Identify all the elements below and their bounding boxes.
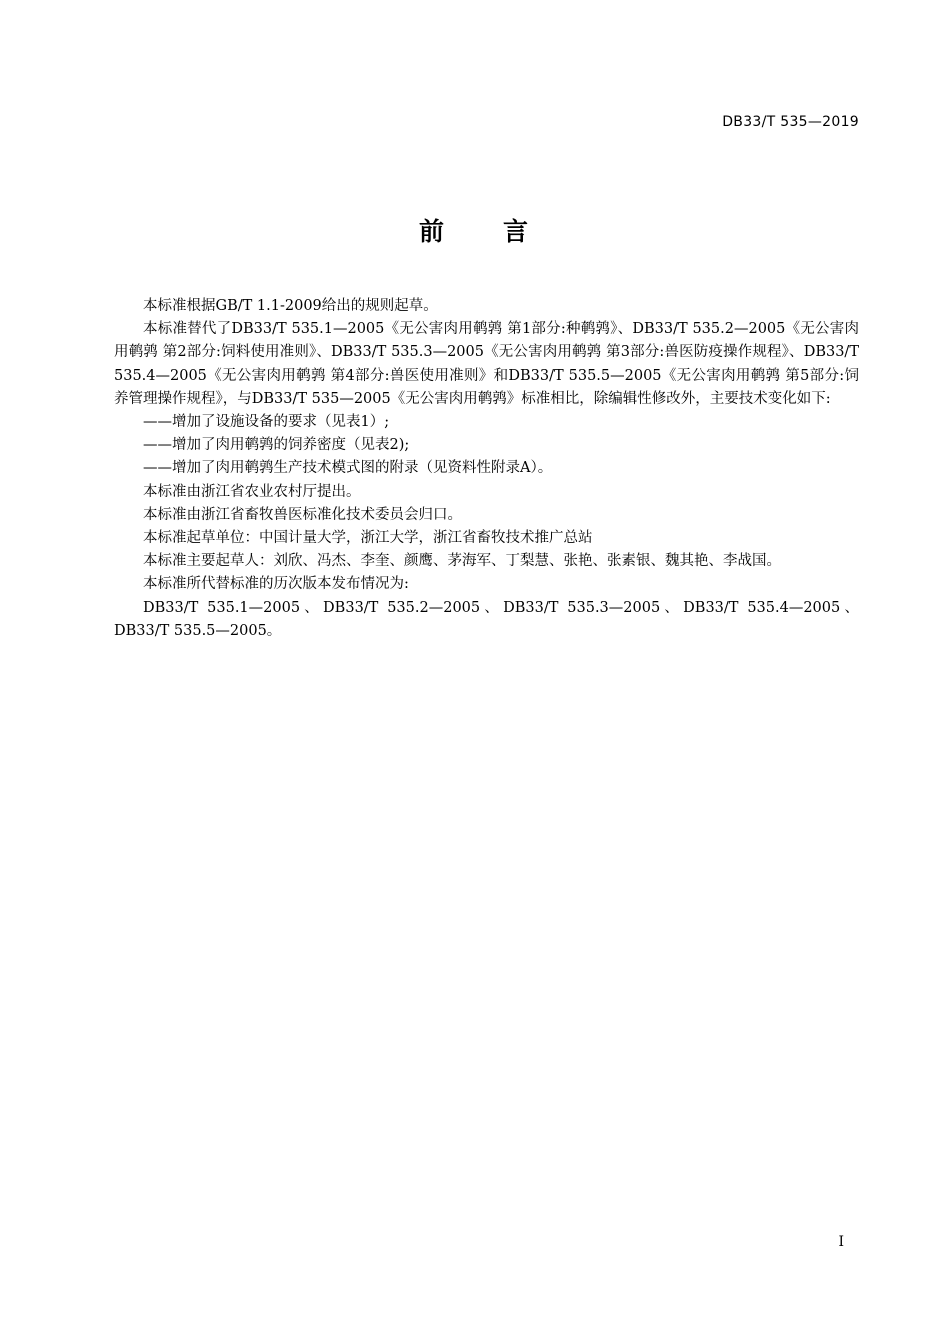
paragraph-proposer: 本标准由浙江省农业农村厅提出。 (143, 483, 361, 500)
paragraph-centralized-by: 本标准由浙江省畜牧兽医标准化技术委员会归口。 (143, 506, 462, 523)
list-item-change-2: ——增加了肉用鹌鹑的饲养密度（见表2); (143, 437, 410, 454)
paragraph-replacement: 本标准替代了DB33/T 535.1—2005《无公害肉用鹌鹑 第1部分:种鹌鹑》、DB33/T 535.2—2005《无公害肉用鹌鹑 第2部分:饲料使用准则》、DB33/T 535.3—2005《无公害肉用鹌鹑 第3部分:兽医防疫操作规程》、DB33/T 535.4—2005《无公害肉用鹌鹑 第4部分:兽医使用准则》和DB33/T 535.5—2005《无公害肉用鹌鹑 第5部分:饲养管理操作规程》，与DB33/T 535—2005《无公害肉用鹌鹑》标准相比，除编辑性修改外，主要技术变化如下: (114, 321, 859, 407)
page-title: 前 言 (418, 217, 531, 246)
list-item-change-3: ——增加了肉用鹌鹑生产技术模式图的附录（见资料性附录A）。 (143, 460, 553, 477)
document-code: DB33/T 535—2019 (722, 114, 859, 130)
paragraph-history-intro: 本标准所代替标准的历次版本发布情况为: (143, 576, 409, 593)
paragraph-history-versions: DB33/T 535.1—2005、DB33/T 535.2—2005、DB33/T 535.3—2005、DB33/T 535.4—2005、DB33/T 535.5—2005。 (114, 599, 859, 639)
paragraph-drafting-rules: 本标准根据GB/T 1.1-2009给出的规则起草。 (143, 298, 438, 314)
list-item-change-1: ——增加了设施设备的要求（见表1）; (143, 414, 390, 431)
page-number: I (838, 1234, 844, 1250)
paragraph-drafters: 本标准主要起草人：刘欣、冯杰、李奎、颜鹰、茅海军、丁梨慧、张艳、张素银、魏其艳、李战国。 (143, 553, 781, 570)
foreword-body (114, 295, 859, 643)
paragraph-drafting-units: 本标准起草单位：中国计量大学，浙江大学，浙江省畜牧技术推广总站 (143, 530, 593, 547)
